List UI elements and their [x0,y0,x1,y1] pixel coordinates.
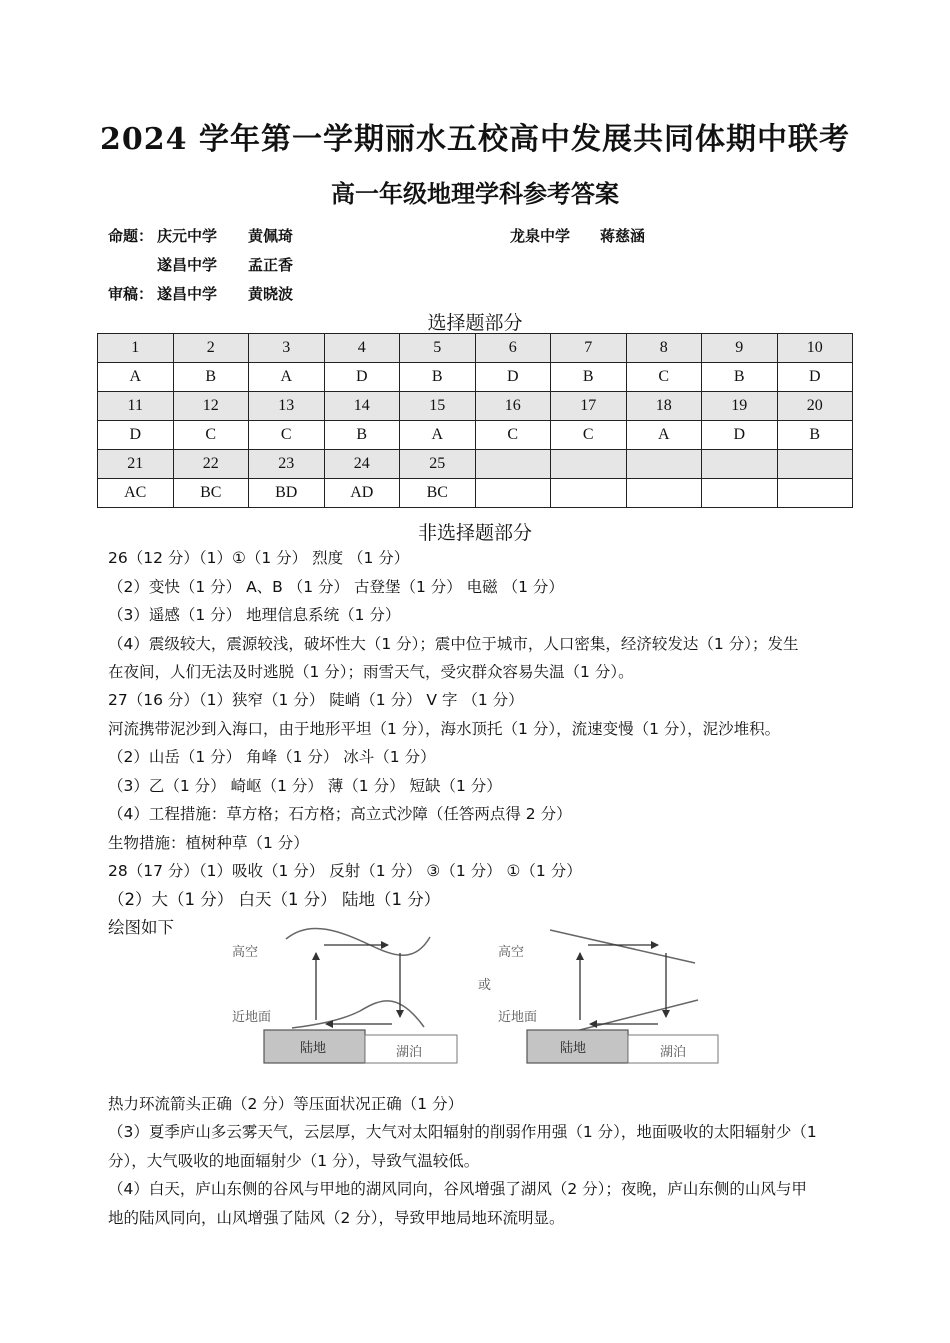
answer-row [98,363,853,392]
answer-line: 河流携带泥沙到入海口，由于地形平坦（1 分），海水顶托（1 分），流速变慢（1 分），泥沙堆积。 [108,720,781,738]
table-cell: B [400,363,476,392]
table-cell: 7 [551,334,627,363]
author-name-2: 蒋慈涵 [600,227,646,245]
table-cell: B [702,363,778,392]
table-cell: 6 [475,334,551,363]
answer-line: 热力环流箭头正确（2 分）等压面状况正确（1 分） [108,1095,464,1113]
high-altitude-label: 高空 [498,945,525,960]
answer-line: 28（17 分）（1）吸收（1 分） 反射（1 分） ③（1 分） ①（1 分） [108,862,582,880]
table-cell [475,479,551,508]
table-cell: 25 [400,450,476,479]
table-cell: 12 [173,392,249,421]
document-subtitle: 高一年级地理学科参考答案 [331,180,619,208]
answer-line: （3）乙（1 分） 崎岖（1 分） 薄（1 分） 短缺（1 分） [108,777,502,795]
answer-table [97,333,853,508]
table-cell: BC [400,479,476,508]
table-cell: A [626,421,702,450]
choice-section-heading: 选择题部分 [427,312,523,334]
answer-line: 生物措施：植树种草（1 分） [108,834,309,852]
high-altitude-label: 高空 [232,945,259,960]
table-cell: A [249,363,325,392]
table-cell [551,479,627,508]
answer-line: 26（12 分）（1）①（1 分） 烈度 （1 分） [108,549,410,567]
table-cell: 5 [400,334,476,363]
diagram-right [498,930,718,1063]
table-cell: 15 [400,392,476,421]
table-cell: 10 [777,334,853,363]
table-cell: 20 [777,392,853,421]
document-title: 2024 学年第一学期丽水五校高中发展共同体期中联考 [100,122,850,157]
table-cell: B [551,363,627,392]
or-label: 或 [478,978,492,993]
reviewer-school: 遂昌中学 [157,285,218,303]
table-cell: C [626,363,702,392]
answer-line: 地的陆风同向，山风增强了陆风（2 分），导致甲地局地环流明显。 [108,1209,565,1227]
answer-line: （2）变快（1 分） A、B （1 分） 古登堡（1 分） 电磁 （1 分） [108,578,564,596]
diagram-left [232,928,457,1063]
nonchoice-section-heading: 非选择题部分 [417,522,532,544]
answer-line: 在夜间，人们无法及时逃脱（1 分）；雨雪天气，受灾群众容易失温（1 分）。 [108,663,634,681]
table-cell: A [400,421,476,450]
author-name-1: 黄佩琦 [248,227,294,245]
lake-label: 湖泊 [660,1045,687,1060]
table-cell: 3 [249,334,325,363]
table-cell: 18 [626,392,702,421]
table-cell [777,479,853,508]
table-cell: 13 [249,392,325,421]
circulation-diagram [220,925,740,1070]
table-cell: BD [249,479,325,508]
question-number-row [98,334,853,363]
table-cell: 8 [626,334,702,363]
answer-line: （2）大（1 分） 白天（1 分） 陆地（1 分） [108,890,441,909]
table-cell: AC [98,479,174,508]
near-ground-label: 近地面 [498,1010,538,1025]
table-cell [702,450,778,479]
author-school-2: 龙泉中学 [510,227,571,245]
answer-line: （2）山岳（1 分） 角峰（1 分） 冰斗（1 分） [108,748,436,766]
answer-row [98,479,853,508]
table-cell: C [551,421,627,450]
reviewer-label: 审稿： [108,285,154,303]
table-cell: C [249,421,325,450]
land-label: 陆地 [300,1041,327,1056]
table-cell: C [173,421,249,450]
answer-line: 绘图如下 [108,918,174,937]
table-cell [551,450,627,479]
table-cell: D [324,363,400,392]
author-school-1: 庆元中学 [157,227,218,245]
table-cell [626,479,702,508]
table-cell: C [475,421,551,450]
land-label: 陆地 [560,1041,587,1056]
answer-line: 分），大气吸收的地面辐射少（1 分），导致气温较低。 [108,1152,480,1170]
table-cell: 11 [98,392,174,421]
table-cell: AD [324,479,400,508]
table-cell: 19 [702,392,778,421]
near-ground-label: 近地面 [232,1010,272,1025]
table-cell: 16 [475,392,551,421]
table-cell [475,450,551,479]
reviewer-name: 黄晓波 [248,285,294,303]
proposer-label: 命题： [108,227,154,245]
answer-row [98,421,853,450]
table-cell [777,450,853,479]
table-cell: B [324,421,400,450]
question-number-row [98,450,853,479]
answer-line: （3）夏季庐山多云雾天气，云层厚，大气对太阳辐射的削弱作用强（1 分），地面吸收的太阳辐射少（1 [108,1123,817,1141]
answer-line: （4）工程措施：草方格；石方格；高立式沙障（任答两点得 2 分） [108,805,572,823]
table-cell: D [702,421,778,450]
answer-line: （4）白天，庐山东侧的谷风与甲地的湖风同向，谷风增强了湖风（2 分）；夜晚，庐山东侧的山风与甲 [108,1180,807,1198]
table-cell [626,450,702,479]
table-cell: 21 [98,450,174,479]
table-cell: 2 [173,334,249,363]
author-school-3: 遂昌中学 [157,256,218,274]
isobar-high-line [550,930,695,963]
table-cell: BC [173,479,249,508]
question-number-row [98,392,853,421]
answer-line: 27（16 分）（1）狭窄（1 分） 陡峭（1 分） V 字 （1 分） [108,691,524,709]
isobar-high-curve [286,928,430,955]
table-cell: 23 [249,450,325,479]
table-cell: D [98,421,174,450]
table-cell: 14 [324,392,400,421]
table-cell: 17 [551,392,627,421]
table-cell: A [98,363,174,392]
answer-line: （3）遥感（1 分） 地理信息系统（1 分） [108,606,401,624]
table-cell: B [173,363,249,392]
table-cell: B [777,421,853,450]
author-name-3: 孟正香 [248,256,294,274]
answer-line: （4）震级较大，震源较浅，破坏性大（1 分）；震中位于城市，人口密集，经济较发达（1 分）；发生 [108,635,799,653]
table-cell: 22 [173,450,249,479]
table-cell: 4 [324,334,400,363]
table-cell: D [475,363,551,392]
table-cell: 24 [324,450,400,479]
table-cell [702,479,778,508]
table-cell: D [777,363,853,392]
lake-label: 湖泊 [396,1045,423,1060]
table-cell: 1 [98,334,174,363]
table-cell: 9 [702,334,778,363]
